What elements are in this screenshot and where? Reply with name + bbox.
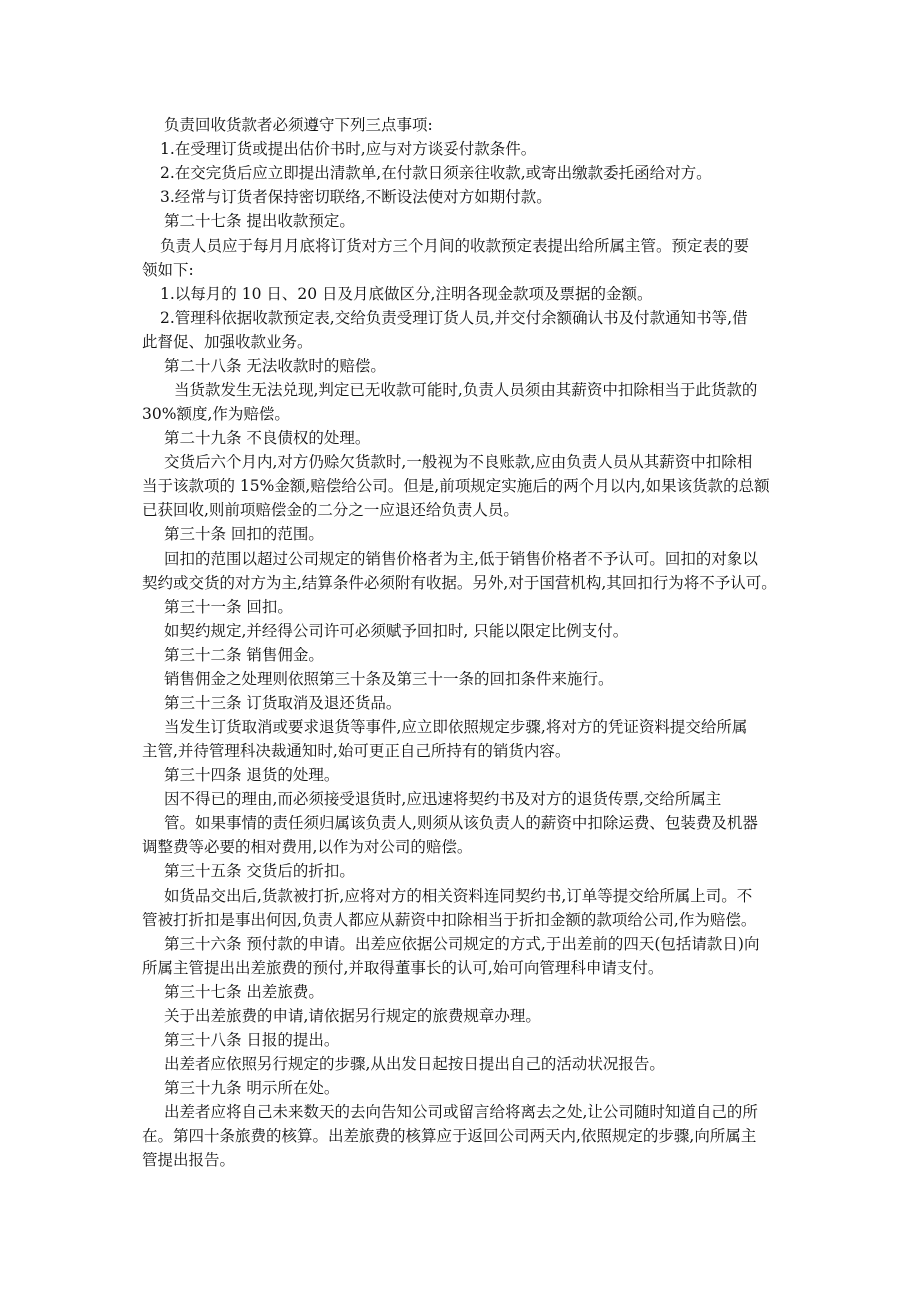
text-line: 调整费等必要的相对费用,以作为对公司的赔偿。 [142,838,473,856]
article-heading: 第二十九条 不良债权的处理。 [164,429,371,447]
article-heading: 第三十五条 交货后的折扣。 [164,862,355,880]
text-line: 销售佣金之处理则依照第三十条及第三十一条的回扣条件来施行。 [164,670,614,688]
text-line: 当于该款项的 15%金额,赔偿给公司。但是,前项规定实施后的两个月以内,如果该货款的总额 [142,477,770,495]
text-line: 当发生订货取消或要求退货等事件,应立即依照规定步骤,将对方的凭证资料提交给所属 [164,718,748,736]
article-heading: 第三十二条 销售佣金。 [164,646,324,664]
text-line: 管提出报告。 [142,1151,236,1169]
text-line: 关于出差旅费的申请,请依据另行规定的旅费规章办理。 [164,1007,541,1025]
text-line: 主管,并待管理科决裁通知时,始可更正自己所持有的销货内容。 [142,742,571,760]
text-line: 1.在受理订货或提出估价书时,应与对方谈妥付款条件。 [160,140,537,158]
article-heading: 第二十七条 提出收款预定。 [164,212,355,230]
text-line: 1.以每月的 10 日、20 日及月底做区分,注明各现金款项及票据的金额。 [160,285,653,303]
text-line: 此督促、加强收款业务。 [142,333,313,351]
text-line: 负责人员应于每月月底将订货对方三个月间的收款预定表提出给所属主管。预定表的要 [160,237,750,255]
article-heading: 第三十四条 退货的处理。 [164,766,340,784]
text-line: 所属主管提出出差旅费的预付,并取得董事长的认可,始可向管理科申请支付。 [142,959,664,977]
text-line: 3.经常与订货者保持密切联络,不断设法使对方如期付款。 [160,188,552,206]
article-heading: 第三十六条 预付款的申请。出差应依据公司规定的方式,于出差前的四天(包括请款日)向 [164,935,760,953]
text-line: 出差者应依照另行规定的步骤,从出发日起按日提出自己的活动状况报告。 [164,1055,665,1073]
text-line: 回扣的范围以超过公司规定的销售价格者为主,低于销售价格者不予认可。回扣的对象以 [164,550,758,568]
article-heading: 第二十八条 无法收款时的赔偿。 [164,357,386,375]
text-line: 如契约规定,并经得公司许可必须赋予回扣时, 只能以限定比例支付。 [164,622,629,640]
text-line: 2.管理科依据收款预定表,交给负责受理订货人员,并交付余额确认书及付款通知书等,借 [160,309,748,327]
article-heading: 第三十一条 回扣。 [164,598,293,616]
article-heading: 第三十九条 明示所在处。 [164,1079,340,1097]
text-line: 交货后六个月内,对方仍赊欠货款时,一般视为不良账款,应由负责人员从其薪资中扣除相 [164,453,753,471]
article-heading: 第三十三条 订货取消及退还货品。 [164,694,402,712]
article-heading: 第三十条 回扣的范围。 [164,525,324,543]
text-line: 已获回收,则前项赔偿金的二分之一应退还给负责人员。 [142,501,519,519]
text-line: 30%额度,作为赔偿。 [142,405,290,423]
article-heading: 第三十七条 出差旅费。 [164,983,324,1001]
text-line: 管。如果事情的责任须归属该负责人,则须从该负责人的薪资中扣除运费、包装费及机器 [164,814,758,832]
text-line: 管被打折扣是事出何因,负责人都应从薪资中扣除相当于折扣金额的款项给公司,作为赔偿。 [142,911,757,929]
text-line: 出差者应将自己未来数天的去向告知公司或留言给将离去之处,让公司随时知道自己的所 [164,1103,758,1121]
article-heading: 第三十八条 日报的提出。 [164,1031,340,1049]
text-line: 契约或交货的对方为主,结算条件必须附有收据。另外,对于国营机构,其回扣行为将不予认可。 [142,574,777,592]
text-line: 当货款发生无法兑现,判定已无收款可能时,负责人员须由其薪资中扣除相当于此货款的 [174,381,758,399]
text-line: 领如下: [142,261,194,279]
text-line: 负责回收货款者必须遵守下列三点事项: [164,116,433,134]
text-line: 2.在交完货后应立即提出清款单,在付款日须亲往收款,或寄出缴款委托函给对方。 [160,164,712,182]
text-line: 在。第四十条旅费的核算。出差旅费的核算应于返回公司两天内,依照规定的步骤,向所属主 [142,1127,757,1145]
text-line: 因不得已的理由,而必须接受退货时,应迅速将契约书及对方的退货传票,交给所属主 [164,790,722,808]
text-line: 如货品交出后,货款被打折,应将对方的相关资料连同契约书,订单等提交给所属上司。不 [164,887,753,905]
